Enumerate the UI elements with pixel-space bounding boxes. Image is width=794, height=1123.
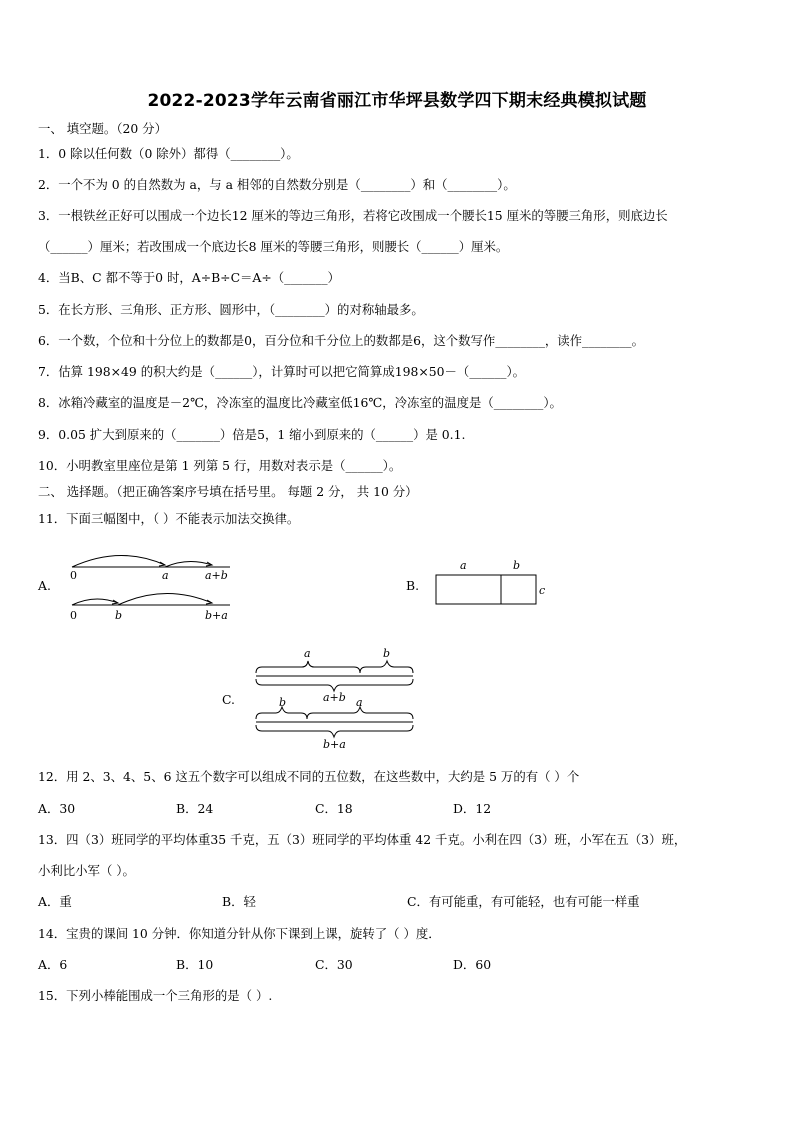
page-title: 2022-2023学年云南省丽江市华坪县数学四下期末经典模拟试题 bbox=[147, 91, 647, 111]
q12-option-c: C．18 bbox=[315, 801, 353, 816]
question-10: 10．小明教室里座位是第 1 列第 5 行，用数对表示是（______）。 bbox=[38, 458, 402, 473]
tick-0-row2: 0 bbox=[70, 609, 77, 622]
brace-bottom-sum bbox=[256, 679, 413, 691]
figure-b-label: B. bbox=[406, 578, 420, 593]
figure-c-brace-diagram bbox=[250, 643, 420, 753]
outer-rectangle bbox=[436, 575, 536, 604]
q12-option-d: D．12 bbox=[453, 801, 492, 816]
question-15: 15．下列小棒能围成一个三角形的是（ ）. bbox=[38, 988, 273, 1003]
question-9: 9．0.05 扩大到原来的（_______）倍是5，1 缩小到原来的（______）是 0.1. bbox=[38, 427, 466, 442]
tick-0: 0 bbox=[70, 569, 77, 582]
q13-option-b: B．轻 bbox=[222, 894, 256, 909]
figure-a-label: A. bbox=[38, 578, 51, 593]
question-2: 2．一个不为 0 的自然数为 a，与 a 相邻的自然数分别是（________）和（________）。 bbox=[38, 177, 516, 192]
brace-label-b-plus-a: b+a bbox=[323, 738, 346, 751]
question-13-line2: 小利比小军（ ）。 bbox=[38, 863, 135, 878]
question-3-line1: 3．一根铁丝正好可以围成一个边长12 厘米的等边三角形，若将它改围成一个腰长15 厘米的等腰三角形，则底边长 bbox=[38, 208, 668, 223]
jump-arc-b bbox=[165, 561, 212, 567]
question-7: 7．估算 198×49 的积大约是（______），计算时可以把它简算成198×50－（______）。 bbox=[38, 364, 526, 379]
brace-label-a-plus-b: a+b bbox=[323, 691, 346, 704]
brace-top-b bbox=[360, 661, 413, 673]
question-11: 11．下面三幅图中，（ ）不能表示加法交换律。 bbox=[38, 511, 300, 526]
figure-a-number-line bbox=[60, 545, 240, 625]
brace-label-b: b bbox=[383, 647, 391, 660]
section-fill-blank-heading: 一、 填空题。（20 分） bbox=[38, 121, 167, 136]
brace-top-b-row2 bbox=[256, 707, 307, 719]
question-6: 6．一个数，个位和十分位上的数都是0，百分位和千分位上的数都是6，这个数写作________，读作________。 bbox=[38, 333, 645, 348]
brace-label-a-row2: a bbox=[356, 696, 363, 709]
q14-option-d: D．60 bbox=[453, 957, 492, 972]
label-a: a bbox=[460, 559, 467, 572]
figure-b-rectangle bbox=[430, 555, 560, 611]
q14-option-c: C．30 bbox=[315, 957, 353, 972]
jump-arc-b2 bbox=[72, 599, 118, 605]
jump-arc-a bbox=[72, 555, 165, 567]
figure-c-label: C. bbox=[222, 692, 235, 707]
question-4: 4．当B、C 都不等于0 时，A÷B÷C＝A÷（_______） bbox=[38, 270, 340, 285]
brace-label-b-row2: b bbox=[279, 696, 287, 709]
q14-option-b: B．10 bbox=[176, 957, 214, 972]
question-5: 5．在长方形、三角形、正方形、圆形中，（________）的对称轴最多。 bbox=[38, 302, 424, 317]
question-8: 8．冰箱冷藏室的温度是－2℃，冷冻室的温度比冷藏室低16℃，冷冻室的温度是（________）。 bbox=[38, 395, 562, 410]
brace-label-a: a bbox=[304, 647, 311, 660]
q14-option-a: A．6 bbox=[38, 957, 68, 972]
q12-option-a: A．30 bbox=[38, 801, 76, 816]
q12-option-b: B．24 bbox=[176, 801, 214, 816]
jump-arc-a2 bbox=[118, 593, 212, 605]
q13-option-c: C．有可能重，有可能轻，也有可能一样重 bbox=[407, 894, 640, 909]
question-1: 1．0 除以任何数（0 除外）都得（________）。 bbox=[38, 146, 299, 161]
brace-top-a bbox=[256, 661, 360, 673]
q13-option-a: A．重 bbox=[38, 894, 72, 909]
tick-a-plus-b: a+b bbox=[205, 569, 228, 582]
tick-b: b bbox=[115, 609, 123, 622]
tick-b-plus-a: b+a bbox=[205, 609, 228, 622]
question-12: 12．用 2、3、4、5、6 这五个数字可以组成不同的五位数，在这些数中，大约是 5 万的有（ ）个 bbox=[38, 769, 580, 784]
label-b: b bbox=[513, 559, 521, 572]
question-3-line2: （______）厘米；若改围成一个底边长8 厘米的等腰三角形，则腰长（______）厘米。 bbox=[38, 239, 509, 254]
tick-a: a bbox=[162, 569, 169, 582]
question-14: 14．宝贵的课间 10 分钟．你知道分针从你下课到上课，旋转了（ ）度． bbox=[38, 926, 441, 941]
label-c: c bbox=[539, 584, 546, 597]
question-13-line1: 13．四（3）班同学的平均体重35 千克，五（3）班同学的平均体重 42 千克。小利在四（3）班，小军在五（3）班， bbox=[38, 832, 687, 847]
section-choice-heading: 二、 选择题。（把正确答案序号填在括号里。 每题 2 分， 共 10 分） bbox=[38, 484, 418, 499]
brace-bottom-sum-row2 bbox=[256, 725, 413, 737]
